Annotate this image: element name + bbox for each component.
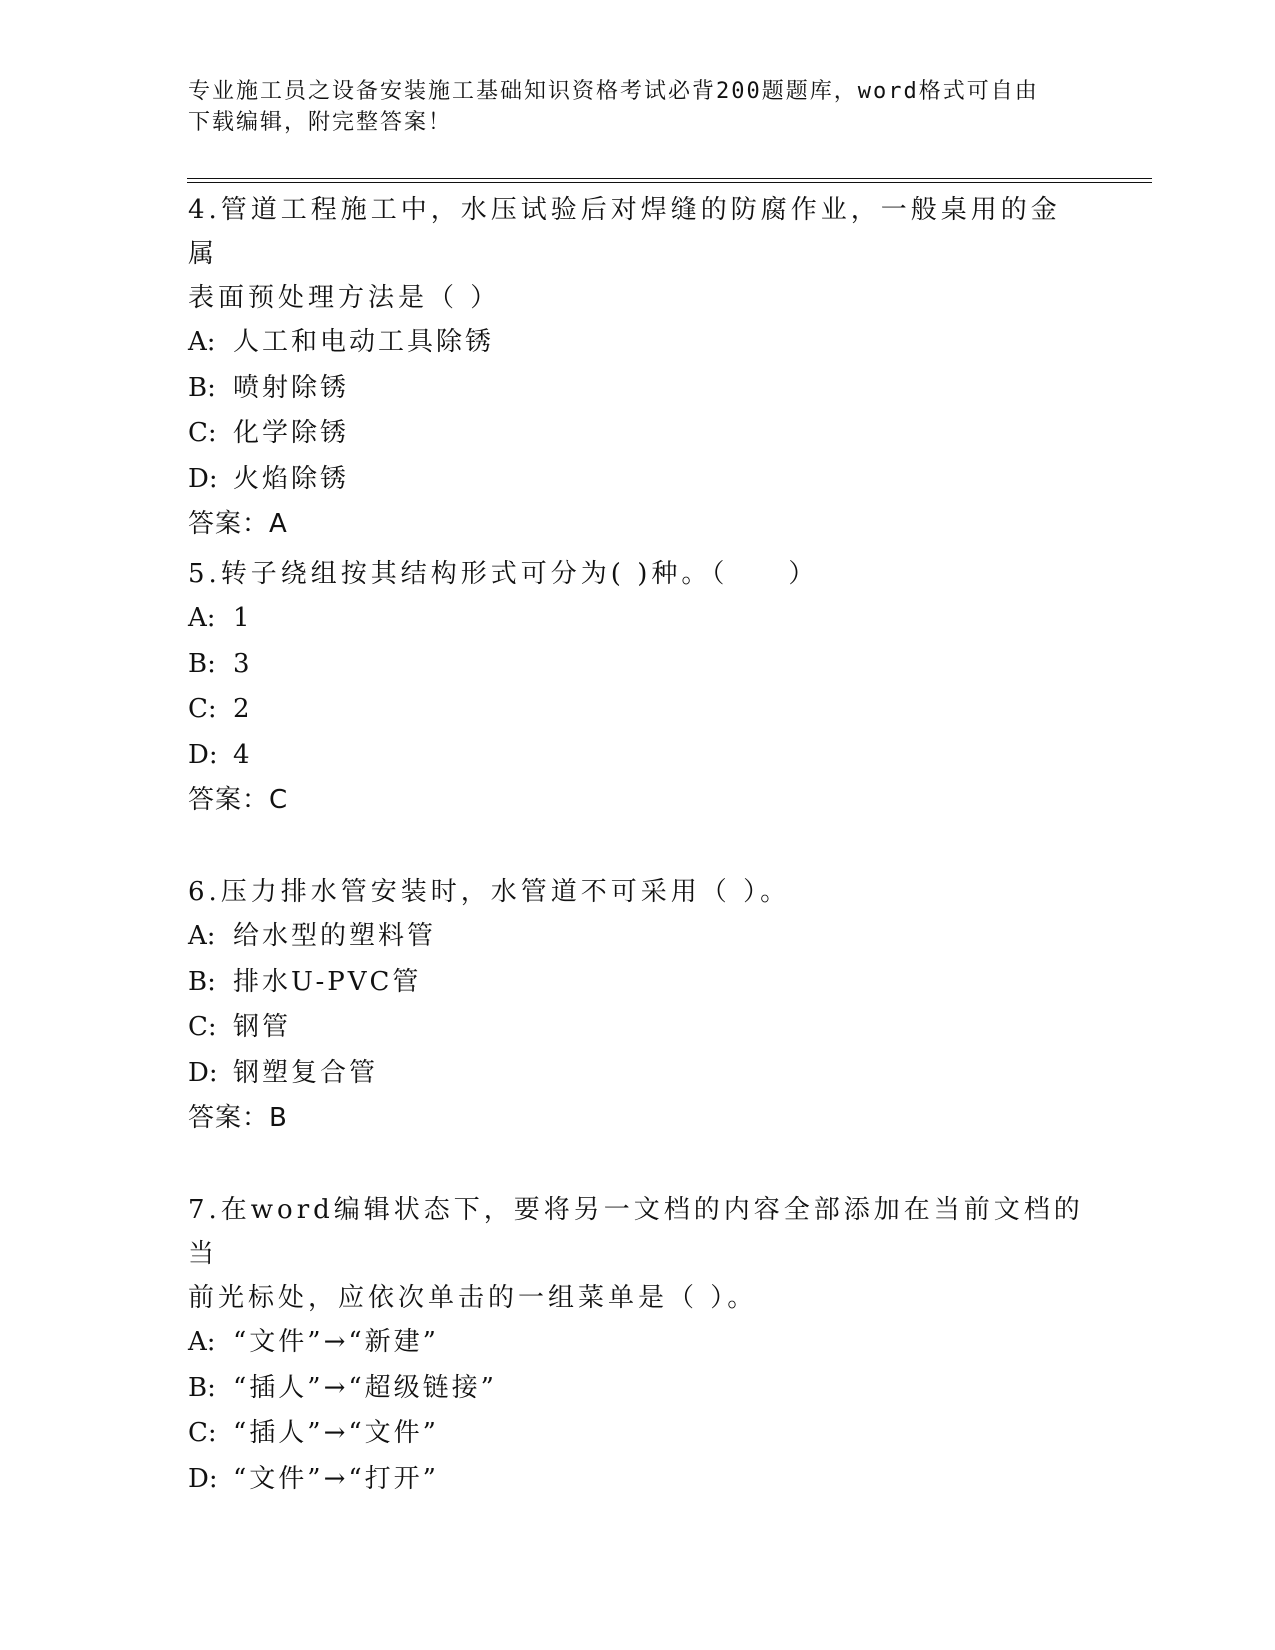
answer-line: 答案：A bbox=[188, 509, 288, 539]
question-7 bbox=[188, 1188, 1088, 1502]
option-b bbox=[188, 960, 1088, 1006]
option-text: “文件”→“新建” bbox=[233, 1327, 439, 1357]
option-a bbox=[188, 914, 1088, 960]
option-d bbox=[188, 733, 1088, 779]
document-header bbox=[188, 76, 1078, 138]
option-key: B: bbox=[188, 1372, 216, 1403]
option-d bbox=[188, 1051, 1088, 1097]
option-d bbox=[188, 1457, 1088, 1503]
question-6 bbox=[188, 870, 1088, 1141]
header-line-1: 专业施工员之设备安装施工基础知识资格考试必背200题题库，word格式可自由 bbox=[188, 79, 1039, 104]
option-c bbox=[188, 1411, 1088, 1457]
question-stem-line-2: 前光标处，应依次单击的一组菜单是（ ）。 bbox=[188, 1283, 758, 1313]
option-text: “文件”→“打开” bbox=[233, 1463, 439, 1494]
option-a bbox=[188, 1320, 1088, 1366]
question-stem-line-1: 5.转子绕组按其结构形式可分为( )种。（ ） bbox=[188, 559, 819, 589]
option-key: C: bbox=[188, 418, 217, 448]
option-text: 钢塑复合管 bbox=[233, 1057, 379, 1088]
answer-line: 答案：C bbox=[188, 785, 289, 815]
option-b bbox=[188, 366, 1088, 412]
question-4 bbox=[188, 188, 1088, 547]
option-key: A: bbox=[188, 327, 216, 357]
option-d bbox=[188, 457, 1088, 503]
option-text: 4 bbox=[233, 739, 253, 770]
option-key: C: bbox=[188, 1012, 217, 1042]
option-text: 3 bbox=[233, 648, 253, 679]
option-key: C: bbox=[188, 694, 217, 724]
option-c bbox=[188, 411, 1088, 457]
option-key: A: bbox=[188, 921, 216, 951]
option-text: 1 bbox=[233, 603, 253, 633]
option-key: A: bbox=[188, 603, 216, 633]
header-line-2: 下载编辑，附完整答案！ bbox=[188, 110, 453, 135]
option-key: D: bbox=[188, 739, 218, 770]
question-stem-line-1: 6.压力排水管安装时，水管道不可采用（ ）。 bbox=[188, 877, 791, 907]
option-text: 化学除锈 bbox=[233, 418, 350, 448]
option-key: B: bbox=[188, 648, 216, 679]
option-text: 给水型的塑料管 bbox=[233, 921, 437, 951]
question-stem-line-1: 7.在word编辑状态下，要将另一文档的内容全部添加在当前文档的当 bbox=[188, 1195, 1084, 1269]
question-5 bbox=[188, 552, 1088, 823]
option-text: “插人”→“文件” bbox=[233, 1418, 439, 1448]
question-stem-line-2: 表面预处理方法是（ ） bbox=[188, 283, 501, 313]
option-text: 钢管 bbox=[233, 1012, 292, 1042]
option-text: 火焰除锈 bbox=[233, 463, 350, 494]
option-key: D: bbox=[188, 463, 218, 494]
option-key: D: bbox=[188, 1463, 218, 1494]
option-text: 2 bbox=[233, 694, 253, 724]
option-text: “插人”→“超级链接” bbox=[233, 1372, 497, 1403]
option-text: 排水U-PVC管 bbox=[233, 966, 422, 997]
option-key: C: bbox=[188, 1418, 217, 1448]
option-key: A: bbox=[188, 1327, 216, 1357]
option-key: B: bbox=[188, 372, 216, 403]
question-stem-line-1: 4.管道工程施工中，水压试验后对焊缝的防腐作业，一般桌用的金属 bbox=[188, 195, 1061, 269]
header-divider-bottom bbox=[187, 182, 1152, 183]
option-key: D: bbox=[188, 1057, 218, 1088]
option-b bbox=[188, 1366, 1088, 1412]
option-a bbox=[188, 320, 1088, 366]
option-c bbox=[188, 687, 1088, 733]
option-text: 喷射除锈 bbox=[233, 372, 350, 403]
option-b bbox=[188, 642, 1088, 688]
option-text: 人工和电动工具除锈 bbox=[233, 327, 495, 357]
answer-line: 答案：B bbox=[188, 1103, 288, 1133]
header-divider-top bbox=[187, 178, 1152, 179]
option-key: B: bbox=[188, 966, 216, 997]
option-a bbox=[188, 596, 1088, 642]
option-c bbox=[188, 1005, 1088, 1051]
